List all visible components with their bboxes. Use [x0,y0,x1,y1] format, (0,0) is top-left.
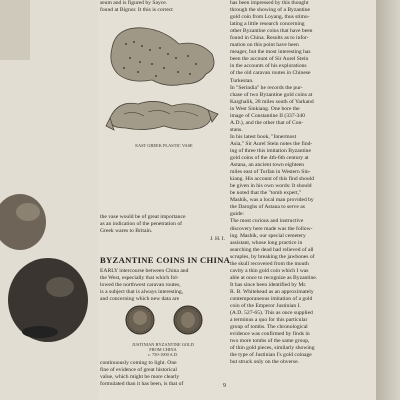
text-line: assistant, whose long practice in [230,239,303,246]
text-line: evidence was confirmed by finds in [230,331,310,338]
text-line: of thin gold pieces, similarly showing [230,345,315,352]
text-line: cavity a thin gold coin which I was [230,267,309,274]
text-line: R. B. Whitehead as an approximately [230,288,314,295]
article1-top-text [100,0,228,14]
article1-signature: J. H. I. [210,236,226,242]
text-line: has been impressed by this thought [230,0,309,6]
text-line: lowed the northwest caravan routes, [100,282,181,289]
text-line: the vase would be of great importance [100,214,186,220]
vase-figure-caption: EAST GREEK PLASTIC VASE [135,143,193,148]
text-line: In "Serindia" he records the pur- [230,84,303,91]
text-line: the Daroghs of Astana to serve as [230,204,305,211]
text-line: fine of evidence of great historical [100,367,177,374]
byzantine-coins-figure [112,304,216,336]
text-line: two more tombs of the same group, [230,338,310,345]
text-line: searching the dead had relieved of all [230,246,314,253]
text-line: meager, but the most interesting has [230,49,311,56]
text-line: the West, especially that which fol- [100,275,179,282]
text-line: In his latest book, "Innermost [230,133,297,140]
text-line: gold coins of the 4th-6th century at [230,155,309,162]
left-page-strip [0,0,98,400]
text-line: in the accounts of his explorations [230,63,307,70]
text-line: group of tombs. The chronological [230,324,308,331]
text-line: value, which might be more clearly [100,374,180,381]
caption-line: FROM CHINA [149,347,177,353]
text-line: ing. Mashik, our special cemetery [230,232,306,239]
text-line: of the old caravan routes in Chinese [230,70,311,77]
text-line: able at once to recognize as Byzantine. [230,274,318,281]
text-line: other Byzantine coins that have been [230,28,313,35]
text-line: Karghalik, 28 miles south of Yarkand [230,98,314,105]
text-line: discovery here made was the follow- [230,225,313,232]
text-line: miles east of Turfan in Western Sin- [230,169,311,176]
text-line: guide: [230,211,244,218]
text-line: stans. [230,126,243,133]
text-line: lating a little research concerning [230,21,305,28]
text-line: a terminus a quo for this particular [230,317,308,324]
text-line: scruples, by breaking the jawbones of [230,253,315,260]
text-line: found in China. Results as to infor- [230,35,309,42]
coin-figure-caption [114,342,212,358]
text-line: A.D.), and the other that of Con- [230,119,304,126]
text-line: The most curious and instructive [230,218,304,225]
page-number: 9 [223,383,226,389]
text-line: Greek wares to Britain. [100,228,153,235]
text-line: Astana, an ancient town eighteen [230,162,305,169]
text-line: the skull recovered from the mouth [230,260,309,267]
text-line: EARLY intercourse between China and [100,268,189,274]
text-line: and concerning which new data are [100,296,180,303]
text-line: ing of three this imitation Byzantine [230,147,311,154]
text-line: (A.D. 527-65). This as once supplied [230,310,313,317]
text-line: the type of Justinian I's gold coinage [230,352,312,359]
text-line: formulated than it has been, is that of [100,381,184,388]
text-line: It has since been identified by Mr. [230,281,307,288]
text-line: found at Bignor. It this is correct [100,7,173,14]
text-line: is a subject that is always interesting, [100,289,184,296]
text-line: be noted that the "tomb expert," [230,190,302,197]
text-line: gold coin from Loyang, thus stimu- [230,14,310,21]
article2-intro-text [100,268,228,303]
pottery-photo [0,0,98,400]
text-line: but struck only on the obverse. [230,359,299,366]
text-line: coin of the Emperor Justinian I. [230,303,301,310]
text-line: as an indication of the penetration of [100,221,183,228]
caption-line: c. 750-1000 A.D. [147,352,179,358]
right-column-text [230,0,366,366]
plastic-vase-figure [104,18,222,142]
text-line: Mashik, was a local man provided by [230,197,314,204]
text-line: through the showing of a Byzantine [230,7,311,14]
text-line: be given in his own words: It should [230,183,312,190]
article1-bottom-text [100,214,228,235]
text-line: Turkestan. [230,77,254,84]
text-line: continuously coming to light. One [100,360,177,366]
article2-continuation-text [100,360,228,388]
text-line: in West Sinkiang. One bore the [230,105,300,112]
text-line: seum and is figured by Sayce. [100,0,168,6]
text-line: contemporaneous imitation of a gold [230,295,313,302]
text-line: been the account of Sir Aurel Stein [230,56,309,63]
text-line: kiang. His account of this find should [230,176,315,183]
text-line: Asia," Sir Aurel Stein notes the find- [230,140,313,147]
text-line: chase of two Byzantine gold coins at [230,91,313,98]
text-line: image of Constantine II (337-340 [230,112,305,119]
binding-gutter [376,0,400,400]
caption-line: JUSTINIAN BYZANTINE GOLD [132,342,194,347]
text-line: mation on this point have been [230,42,299,49]
article2-title: BYZANTINE COINS IN CHINA [100,255,231,265]
